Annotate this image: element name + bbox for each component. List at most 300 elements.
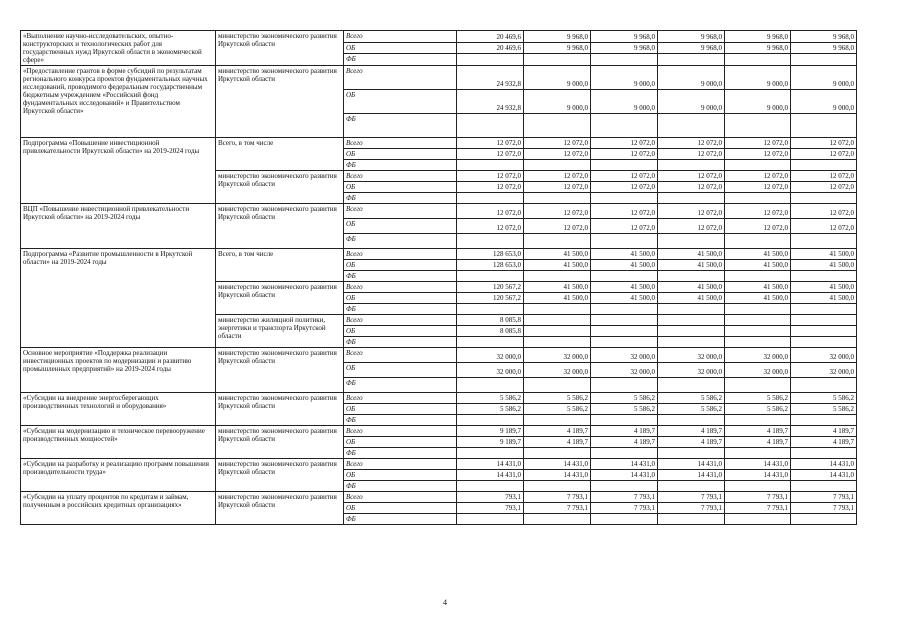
amount-cell — [725, 193, 791, 204]
amount-cell — [791, 304, 857, 315]
amount-cell — [791, 193, 857, 204]
amount-cell: 12 072,0 — [524, 219, 591, 234]
amount-cell: 5 586,2 — [791, 404, 857, 415]
funding-source-cell: ОБ — [344, 149, 457, 160]
amount-cell — [524, 54, 591, 66]
amount-cell — [524, 514, 591, 525]
amount-cell — [457, 378, 524, 393]
funding-source-cell: ОБ — [344, 326, 457, 337]
amount-cell: 14 431,0 — [791, 459, 857, 470]
amount-cell: 12 072,0 — [457, 138, 524, 149]
amount-cell: 14 431,0 — [591, 459, 658, 470]
amount-cell: 12 072,0 — [725, 204, 791, 219]
funding-source-cell: Всего — [344, 426, 457, 437]
amount-cell: 32 000,0 — [658, 363, 725, 378]
table-row — [21, 249, 857, 260]
funding-source-cell: ОБ — [344, 219, 457, 234]
amount-cell: 5 586,2 — [457, 404, 524, 415]
funding-source-cell: ФБ — [344, 415, 457, 426]
funding-source-cell: ОБ — [344, 363, 457, 378]
executor-cell: Всего, в том числе — [216, 249, 344, 282]
amount-cell — [658, 193, 725, 204]
amount-cell — [591, 193, 658, 204]
amount-cell: 5 586,2 — [725, 404, 791, 415]
funding-source-cell: Всего — [344, 171, 457, 182]
amount-cell — [658, 378, 725, 393]
amount-cell: 7 793,1 — [591, 503, 658, 514]
amount-cell — [457, 114, 524, 138]
program-name-cell: «Субсидии на уплату процентов по кредитам и займам, полученным в российских кредитных организациях» — [21, 492, 216, 525]
amount-cell: 14 431,0 — [725, 470, 791, 481]
amount-cell — [591, 234, 658, 249]
amount-cell: 12 072,0 — [658, 149, 725, 160]
amount-cell: 9 000,0 — [591, 66, 658, 90]
amount-cell: 41 500,0 — [524, 293, 591, 304]
amount-cell — [791, 271, 857, 282]
amount-cell: 12 072,0 — [725, 182, 791, 193]
table-row — [21, 31, 857, 43]
amount-cell — [591, 481, 658, 492]
amount-cell — [524, 481, 591, 492]
funding-source-cell: ФБ — [344, 114, 457, 138]
amount-cell — [591, 160, 658, 171]
amount-cell — [524, 337, 591, 348]
program-name-cell: Основное мероприятие «Поддержка реализации инвестиционных проектов по модернизации и развитию промышленных предприятий» на 2019-2024 годы — [21, 348, 216, 393]
amount-cell: 14 431,0 — [524, 459, 591, 470]
amount-cell — [791, 234, 857, 249]
amount-cell: 4 189,7 — [791, 437, 857, 448]
amount-cell: 12 072,0 — [524, 138, 591, 149]
amount-cell: 12 072,0 — [457, 219, 524, 234]
amount-cell: 12 072,0 — [658, 182, 725, 193]
funding-source-cell: Всего — [344, 204, 457, 219]
amount-cell: 12 072,0 — [658, 171, 725, 182]
amount-cell — [658, 448, 725, 459]
amount-cell: 20 469,6 — [457, 31, 524, 43]
amount-cell: 32 000,0 — [524, 348, 591, 363]
amount-cell: 9 000,0 — [591, 90, 658, 114]
amount-cell: 20 469,6 — [457, 42, 524, 54]
funding-source-cell: Всего — [344, 66, 457, 90]
amount-cell — [524, 378, 591, 393]
amount-cell: 32 000,0 — [457, 348, 524, 363]
funding-source-cell: ОБ — [344, 437, 457, 448]
amount-cell: 128 653,0 — [457, 249, 524, 260]
amount-cell: 12 072,0 — [791, 219, 857, 234]
amount-cell — [791, 481, 857, 492]
funding-source-cell: Всего — [344, 138, 457, 149]
amount-cell: 5 586,2 — [524, 393, 591, 404]
amount-cell: 4 189,7 — [524, 437, 591, 448]
funding-source-cell: ФБ — [344, 193, 457, 204]
funding-source-cell: ОБ — [344, 42, 457, 54]
amount-cell — [457, 304, 524, 315]
amount-cell: 12 072,0 — [791, 182, 857, 193]
executor-cell: министерство экономического развития Иркутской области — [216, 393, 344, 426]
amount-cell: 9 968,0 — [658, 42, 725, 54]
amount-cell: 32 000,0 — [725, 363, 791, 378]
amount-cell — [791, 54, 857, 66]
amount-cell: 9 000,0 — [524, 90, 591, 114]
amount-cell — [591, 114, 658, 138]
amount-cell — [658, 315, 725, 326]
amount-cell — [725, 304, 791, 315]
funding-source-cell: ОБ — [344, 470, 457, 481]
amount-cell — [457, 415, 524, 426]
amount-cell: 4 189,7 — [591, 426, 658, 437]
amount-cell: 5 586,2 — [524, 404, 591, 415]
funding-source-cell: ФБ — [344, 54, 457, 66]
funding-source-cell: ОБ — [344, 260, 457, 271]
amount-cell: 9 000,0 — [725, 90, 791, 114]
amount-cell — [591, 54, 658, 66]
amount-cell: 14 431,0 — [658, 459, 725, 470]
amount-cell: 12 072,0 — [524, 171, 591, 182]
amount-cell: 7 793,1 — [658, 492, 725, 503]
amount-cell — [591, 337, 658, 348]
amount-cell — [658, 304, 725, 315]
page-number: 4 — [443, 598, 447, 607]
amount-cell: 32 000,0 — [591, 348, 658, 363]
table-row — [21, 492, 857, 503]
amount-cell: 9 968,0 — [524, 42, 591, 54]
amount-cell: 9 000,0 — [524, 66, 591, 90]
amount-cell: 9 968,0 — [591, 31, 658, 43]
amount-cell — [725, 514, 791, 525]
program-name-cell: «Субсидии на разработку и реализацию программ повышения производительности труда» — [21, 459, 216, 492]
amount-cell — [457, 54, 524, 66]
amount-cell: 9 968,0 — [791, 31, 857, 43]
amount-cell: 9 968,0 — [725, 31, 791, 43]
program-name-cell: Подпрограмма «Развитие промышленности в Иркутской области» на 2019-2024 годы — [21, 249, 216, 348]
amount-cell: 120 567,2 — [457, 293, 524, 304]
amount-cell: 14 431,0 — [591, 470, 658, 481]
amount-cell — [524, 160, 591, 171]
amount-cell — [591, 378, 658, 393]
program-name-cell: «Выполнение научно-исследовательских, опытно-конструкторских и технологических работ для государственных нужд Иркутской области в экономической сфере» — [21, 31, 216, 66]
amount-cell — [725, 415, 791, 426]
executor-cell: министерство экономического развития Иркутской области — [216, 204, 344, 249]
amount-cell: 32 000,0 — [524, 363, 591, 378]
amount-cell — [658, 337, 725, 348]
amount-cell — [591, 514, 658, 525]
table-row — [21, 138, 857, 149]
amount-cell — [791, 114, 857, 138]
executor-cell: министерство экономического развития Иркутской области — [216, 66, 344, 138]
amount-cell — [591, 415, 658, 426]
amount-cell: 41 500,0 — [591, 249, 658, 260]
amount-cell — [658, 271, 725, 282]
amount-cell: 32 000,0 — [658, 348, 725, 363]
amount-cell: 41 500,0 — [725, 282, 791, 293]
amount-cell: 9 968,0 — [791, 42, 857, 54]
amount-cell: 41 500,0 — [658, 249, 725, 260]
executor-cell: министерство экономического развития Иркутской области — [216, 459, 344, 492]
funding-source-cell: ОБ — [344, 182, 457, 193]
amount-cell: 12 072,0 — [725, 171, 791, 182]
program-name-cell: «Субсидии на внедрение энергосберегающих производственных технологий и оборудования» — [21, 393, 216, 426]
amount-cell: 41 500,0 — [791, 293, 857, 304]
amount-cell: 41 500,0 — [524, 282, 591, 293]
amount-cell: 5 586,2 — [591, 393, 658, 404]
amount-cell: 12 072,0 — [725, 138, 791, 149]
amount-cell: 7 793,1 — [591, 492, 658, 503]
amount-cell: 12 072,0 — [658, 138, 725, 149]
amount-cell: 7 793,1 — [658, 503, 725, 514]
amount-cell: 9 968,0 — [591, 42, 658, 54]
amount-cell — [524, 234, 591, 249]
amount-cell — [524, 326, 591, 337]
amount-cell: 12 072,0 — [791, 138, 857, 149]
amount-cell — [791, 326, 857, 337]
funding-source-cell: ФБ — [344, 481, 457, 492]
amount-cell: 12 072,0 — [457, 204, 524, 219]
amount-cell: 32 000,0 — [791, 348, 857, 363]
amount-cell — [725, 481, 791, 492]
amount-cell: 4 189,7 — [725, 426, 791, 437]
amount-cell: 7 793,1 — [725, 503, 791, 514]
amount-cell — [591, 326, 658, 337]
amount-cell: 41 500,0 — [591, 282, 658, 293]
amount-cell: 5 586,2 — [457, 393, 524, 404]
funding-source-cell: Всего — [344, 348, 457, 363]
amount-cell — [591, 304, 658, 315]
amount-cell — [658, 54, 725, 66]
amount-cell: 9 968,0 — [524, 31, 591, 43]
amount-cell — [457, 448, 524, 459]
amount-cell: 12 072,0 — [591, 182, 658, 193]
executor-cell: министерство экономического развития Иркутской области — [216, 31, 344, 66]
table-row — [21, 426, 857, 437]
amount-cell — [591, 448, 658, 459]
funding-source-cell: ФБ — [344, 448, 457, 459]
amount-cell: 32 000,0 — [725, 348, 791, 363]
amount-cell: 41 500,0 — [524, 260, 591, 271]
amount-cell — [457, 481, 524, 492]
amount-cell: 12 072,0 — [658, 219, 725, 234]
table-row — [21, 66, 857, 90]
amount-cell: 12 072,0 — [591, 138, 658, 149]
amount-cell: 41 500,0 — [524, 249, 591, 260]
funding-source-cell: ФБ — [344, 271, 457, 282]
amount-cell — [658, 415, 725, 426]
amount-cell: 32 000,0 — [457, 363, 524, 378]
amount-cell — [725, 160, 791, 171]
amount-cell — [658, 160, 725, 171]
amount-cell — [457, 514, 524, 525]
executor-cell: министерство жилищной политики, энергетики и транспорта Иркутской области — [216, 315, 344, 348]
amount-cell: 4 189,7 — [725, 437, 791, 448]
amount-cell: 12 072,0 — [524, 182, 591, 193]
amount-cell: 41 500,0 — [725, 260, 791, 271]
amount-cell: 32 000,0 — [591, 363, 658, 378]
program-name-cell: «Субсидии на модернизацию и техническое перевооружение производственных мощностей» — [21, 426, 216, 459]
amount-cell: 9 968,0 — [725, 42, 791, 54]
amount-cell — [791, 415, 857, 426]
table-row — [21, 393, 857, 404]
amount-cell — [524, 304, 591, 315]
amount-cell — [658, 514, 725, 525]
amount-cell: 41 500,0 — [658, 260, 725, 271]
amount-cell: 5 586,2 — [591, 404, 658, 415]
amount-cell: 7 793,1 — [725, 492, 791, 503]
funding-source-cell: ФБ — [344, 234, 457, 249]
amount-cell: 7 793,1 — [791, 503, 857, 514]
amount-cell — [524, 193, 591, 204]
funding-source-cell: ФБ — [344, 337, 457, 348]
amount-cell: 12 072,0 — [791, 171, 857, 182]
amount-cell — [457, 337, 524, 348]
funding-source-cell: ОБ — [344, 90, 457, 114]
executor-cell: министерство экономического развития Иркутской области — [216, 348, 344, 393]
executor-cell: министерство экономического развития Иркутской области — [216, 171, 344, 204]
amount-cell: 41 500,0 — [658, 282, 725, 293]
amount-cell: 12 072,0 — [591, 219, 658, 234]
amount-cell: 9 000,0 — [791, 66, 857, 90]
funding-source-cell: ОБ — [344, 503, 457, 514]
amount-cell: 12 072,0 — [524, 149, 591, 160]
amount-cell — [725, 448, 791, 459]
amount-cell — [725, 271, 791, 282]
amount-cell: 41 500,0 — [725, 249, 791, 260]
amount-cell: 793,1 — [457, 503, 524, 514]
funding-source-cell: Всего — [344, 31, 457, 43]
amount-cell: 12 072,0 — [725, 219, 791, 234]
funding-source-cell: Всего — [344, 459, 457, 470]
amount-cell: 4 189,7 — [658, 426, 725, 437]
funding-source-cell: Всего — [344, 315, 457, 326]
amount-cell: 41 500,0 — [658, 293, 725, 304]
amount-cell: 12 072,0 — [457, 182, 524, 193]
amount-cell: 12 072,0 — [791, 204, 857, 219]
amount-cell: 4 189,7 — [658, 437, 725, 448]
amount-cell: 41 500,0 — [725, 293, 791, 304]
funding-source-cell: Всего — [344, 249, 457, 260]
amount-cell — [725, 54, 791, 66]
amount-cell: 12 072,0 — [457, 171, 524, 182]
amount-cell: 5 586,2 — [725, 393, 791, 404]
amount-cell: 9 189,7 — [457, 426, 524, 437]
executor-cell: министерство экономического развития Иркутской области — [216, 426, 344, 459]
amount-cell — [457, 193, 524, 204]
amount-cell: 41 500,0 — [791, 249, 857, 260]
funding-source-cell: ФБ — [344, 514, 457, 525]
executor-cell: министерство экономического развития Иркутской области — [216, 492, 344, 525]
amount-cell: 14 431,0 — [457, 459, 524, 470]
amount-cell: 7 793,1 — [524, 492, 591, 503]
amount-cell: 120 567,2 — [457, 282, 524, 293]
amount-cell: 128 653,0 — [457, 260, 524, 271]
funding-source-cell: ФБ — [344, 160, 457, 171]
amount-cell: 14 431,0 — [791, 470, 857, 481]
amount-cell: 32 000,0 — [791, 363, 857, 378]
amount-cell: 9 000,0 — [658, 66, 725, 90]
table-row — [21, 204, 857, 219]
amount-cell — [725, 337, 791, 348]
amount-cell: 9 000,0 — [725, 66, 791, 90]
amount-cell: 41 500,0 — [591, 293, 658, 304]
amount-cell: 14 431,0 — [524, 470, 591, 481]
program-name-cell: «Предоставление грантов в форме субсидий по результатам регионального конкурса проектов фундаментальных научных исследований, проводимого федеральным государственным бюджетным учреждением «Российский фонд фундаментальных исследований» и Правительством Иркутской области» — [21, 66, 216, 138]
amount-cell — [725, 315, 791, 326]
amount-cell — [457, 160, 524, 171]
amount-cell: 7 793,1 — [524, 503, 591, 514]
amount-cell — [791, 315, 857, 326]
budget-table — [20, 30, 857, 525]
amount-cell: 41 500,0 — [591, 260, 658, 271]
amount-cell: 41 500,0 — [791, 282, 857, 293]
amount-cell — [591, 315, 658, 326]
amount-cell — [791, 160, 857, 171]
amount-cell: 9 000,0 — [658, 90, 725, 114]
executor-cell: министерство экономического развития Иркутской области — [216, 282, 344, 315]
amount-cell: 12 072,0 — [725, 149, 791, 160]
amount-cell — [725, 114, 791, 138]
funding-source-cell: Всего — [344, 282, 457, 293]
amount-cell: 4 189,7 — [524, 426, 591, 437]
funding-source-cell: ОБ — [344, 293, 457, 304]
amount-cell: 4 189,7 — [591, 437, 658, 448]
amount-cell — [791, 514, 857, 525]
amount-cell: 12 072,0 — [591, 204, 658, 219]
amount-cell: 24 932,8 — [457, 66, 524, 90]
amount-cell: 8 085,8 — [457, 326, 524, 337]
amount-cell — [658, 114, 725, 138]
amount-cell: 14 431,0 — [658, 470, 725, 481]
amount-cell — [457, 271, 524, 282]
amount-cell — [524, 271, 591, 282]
amount-cell — [524, 415, 591, 426]
amount-cell: 24 932,8 — [457, 90, 524, 114]
amount-cell: 5 586,2 — [658, 393, 725, 404]
amount-cell: 793,1 — [457, 492, 524, 503]
amount-cell: 12 072,0 — [791, 149, 857, 160]
amount-cell: 12 072,0 — [524, 204, 591, 219]
amount-cell: 14 431,0 — [725, 459, 791, 470]
amount-cell: 4 189,7 — [791, 426, 857, 437]
amount-cell — [658, 481, 725, 492]
amount-cell — [658, 326, 725, 337]
program-name-cell: ВЦП «Повышение инвестиционной привлекательности Иркутской области» на 2019-2024 годы — [21, 204, 216, 249]
amount-cell — [658, 234, 725, 249]
amount-cell: 14 431,0 — [457, 470, 524, 481]
amount-cell: 8 085,8 — [457, 315, 524, 326]
funding-source-cell: ФБ — [344, 304, 457, 315]
amount-cell: 5 586,2 — [658, 404, 725, 415]
amount-cell: 9 000,0 — [791, 90, 857, 114]
amount-cell — [524, 448, 591, 459]
amount-cell: 9 968,0 — [658, 31, 725, 43]
amount-cell: 5 586,2 — [791, 393, 857, 404]
funding-source-cell: ОБ — [344, 404, 457, 415]
amount-cell — [524, 315, 591, 326]
amount-cell — [791, 378, 857, 393]
amount-cell: 41 500,0 — [791, 260, 857, 271]
amount-cell — [725, 326, 791, 337]
amount-cell: 12 072,0 — [457, 149, 524, 160]
table-row — [21, 348, 857, 363]
amount-cell — [524, 114, 591, 138]
amount-cell — [457, 234, 524, 249]
amount-cell — [791, 448, 857, 459]
amount-cell: 9 189,7 — [457, 437, 524, 448]
amount-cell — [591, 271, 658, 282]
funding-source-cell: Всего — [344, 393, 457, 404]
amount-cell: 12 072,0 — [591, 171, 658, 182]
amount-cell — [725, 378, 791, 393]
amount-cell — [791, 337, 857, 348]
funding-source-cell: Всего — [344, 492, 457, 503]
